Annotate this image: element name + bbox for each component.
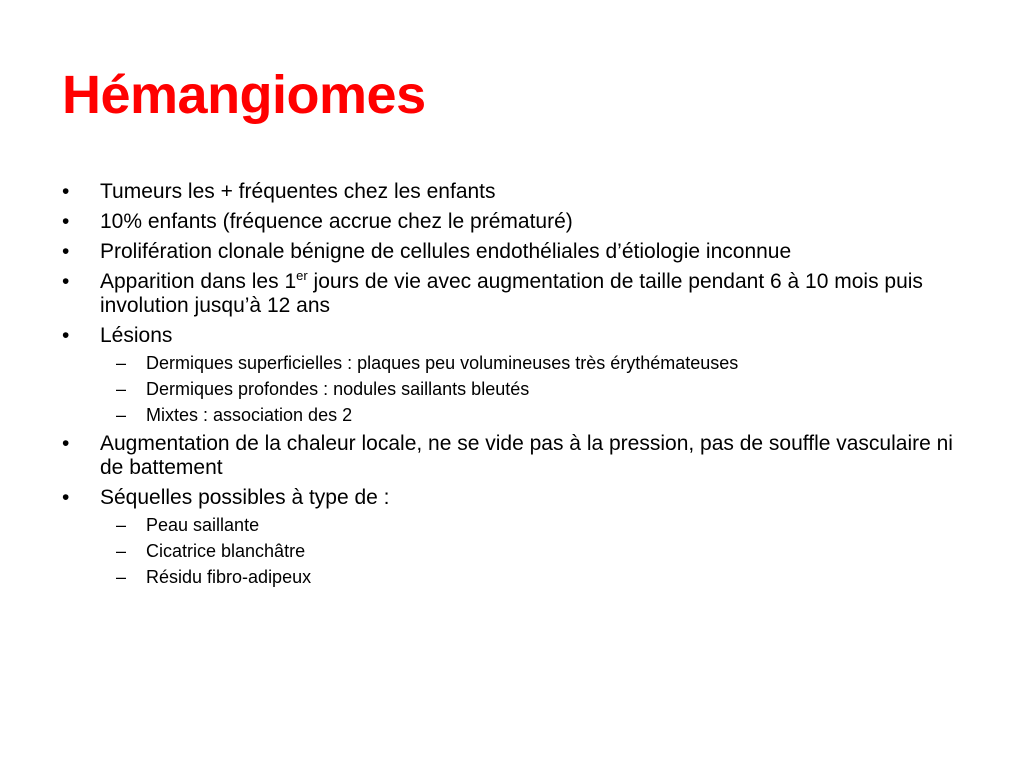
bullet-superscript: er: [296, 268, 308, 283]
bullet-text: Augmentation de la chaleur locale, ne se vide pas à la pression, pas de souffle vasculaire ni de battement: [100, 432, 953, 479]
sub-list: [100, 514, 972, 588]
sub-marker: –: [116, 379, 127, 399]
sub-item: [100, 352, 972, 374]
bullet-marker: •: [62, 180, 70, 203]
slide-title: Hémangiomes: [62, 65, 426, 125]
bullet-item: [62, 180, 972, 204]
bullet-text: 10% enfants (fréquence accrue chez le prématuré): [100, 210, 573, 233]
sub-item: [100, 404, 972, 426]
bullet-item: [62, 270, 972, 318]
bullet-list: [62, 180, 972, 594]
bullet-text: Tumeurs les + fréquentes chez les enfants: [100, 180, 496, 203]
sub-item-text: Cicatrice blanchâtre: [146, 541, 306, 561]
bullet-marker: •: [62, 240, 70, 263]
sub-list: [100, 352, 972, 426]
bullet-marker: •: [62, 432, 70, 455]
bullet-item: [62, 486, 972, 588]
bullet-item: [62, 324, 972, 426]
sub-item-text: Résidu fibro-adipeux: [146, 567, 312, 587]
bullet-text: Séquelles possibles à type de :: [100, 486, 390, 509]
sub-marker: –: [116, 405, 127, 425]
sub-marker: –: [116, 567, 127, 587]
sub-item-text: Dermiques profondes : nodules saillants bleutés: [146, 379, 530, 399]
sub-item: [100, 378, 972, 400]
sub-item: [100, 566, 972, 588]
sub-marker: –: [116, 353, 127, 373]
bullet-marker: •: [62, 324, 70, 347]
bullet-text: [100, 270, 923, 317]
bullet-text: Prolifération clonale bénigne de cellules endothéliales d’étiologie inconnue: [100, 240, 792, 263]
bullet-marker: •: [62, 486, 70, 509]
sub-item-text: Dermiques superficielles : plaques peu volumineuses très érythémateuses: [146, 353, 739, 373]
bullet-item: [62, 210, 972, 234]
sub-marker: –: [116, 541, 127, 561]
sub-marker: –: [116, 515, 127, 535]
bullet-text: Lésions: [100, 324, 173, 347]
bullet-marker: •: [62, 210, 70, 233]
sub-item: [100, 514, 972, 536]
bullet-text-before: Apparition dans les 1: [100, 270, 297, 293]
sub-item-text: Peau saillante: [146, 515, 260, 535]
bullet-item: [62, 432, 972, 480]
bullet-marker: •: [62, 270, 70, 293]
sub-item: [100, 540, 972, 562]
sub-item-text: Mixtes : association des 2: [146, 405, 353, 425]
bullet-text-after: jours de vie avec augmentation de taille pendant 6 à 10 mois puis involution jusqu’à 12 ans: [100, 270, 923, 317]
bullet-item: [62, 240, 972, 264]
